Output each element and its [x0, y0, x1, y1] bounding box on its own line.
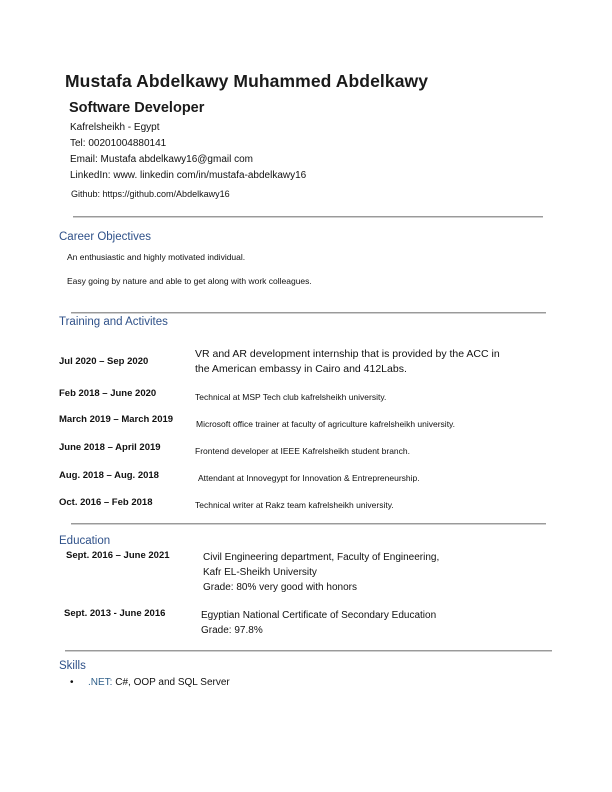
- section-heading-training: Training and Activites: [59, 316, 168, 328]
- career-line: Easy going by nature and able to get along with work colleagues.: [67, 276, 312, 286]
- training-date: June 2018 – April 2019: [59, 442, 161, 453]
- education-date: Sept. 2016 – June 2021: [66, 550, 170, 561]
- education-date: Sept. 2013 - June 2016: [64, 608, 166, 619]
- career-line: An enthusiastic and highly motivated individual.: [67, 252, 246, 262]
- divider: [71, 523, 546, 525]
- skill-text: [88, 677, 230, 688]
- phone: Tel: 00201004880141: [70, 138, 167, 149]
- location: Kafrelsheikh - Egypt: [70, 122, 160, 133]
- github-link[interactable]: Github: https://github.com/Abdelkawy16: [71, 189, 230, 199]
- linkedin-link[interactable]: LinkedIn: www. linkedin com/in/mustafa-abdelkawy16: [70, 170, 307, 181]
- education-line: Civil Engineering department, Faculty of Engineering,: [203, 552, 440, 563]
- education-desc: [201, 608, 436, 638]
- divider: [71, 312, 546, 314]
- section-heading-skills: Skills: [59, 660, 86, 672]
- education-line: Egyptian National Certificate of Secondary Education: [201, 610, 437, 621]
- divider: [65, 650, 552, 652]
- education-line: Grade: 97.8%: [201, 625, 263, 636]
- training-desc: Attendant at Innovegypt for Innovation & Entrepreneurship.: [198, 473, 420, 483]
- section-heading-career: Career Objectives: [59, 231, 152, 243]
- training-desc: Technical writer at Rakz team kafrelsheikh university.: [195, 500, 394, 510]
- candidate-name: Mustafa Abdelkawy Muhammed Abdelkawy: [65, 71, 429, 91]
- section-heading-education: Education: [59, 535, 111, 547]
- training-date: Feb 2018 – June 2020: [59, 388, 157, 399]
- training-date: March 2019 – March 2019: [59, 414, 174, 425]
- training-desc: [195, 347, 535, 377]
- training-date: Aug. 2018 – Aug. 2018: [59, 470, 159, 481]
- education-line: Grade: 80% very good with honors: [203, 582, 357, 593]
- training-date: Jul 2020 – Sep 2020: [59, 356, 149, 367]
- training-desc-line: VR and AR development internship that is provided by the ACC in: [195, 348, 500, 360]
- skill-value: C#, OOP and SQL Server: [112, 677, 230, 688]
- training-desc: Technical at MSP Tech club kafrelsheikh university.: [195, 392, 387, 402]
- email[interactable]: Email: Mustafa abdelkawy16@gmail com: [70, 154, 254, 165]
- training-desc: Microsoft office trainer at faculty of agriculture kafrelsheikh university.: [196, 419, 456, 429]
- education-desc: [203, 550, 439, 595]
- training-date: Oct. 2016 – Feb 2018: [59, 497, 153, 508]
- skill-category: .NET:: [88, 677, 113, 688]
- job-title: Software Developer: [69, 100, 205, 116]
- bullet-icon: •: [70, 677, 74, 688]
- divider: [73, 216, 543, 218]
- education-line: Kafr EL-Sheikh University: [203, 567, 317, 578]
- training-desc: Frontend developer at IEEE Kafrelsheikh student branch.: [195, 446, 410, 456]
- training-desc-line: the American embassy in Cairo and 412Labs.: [195, 363, 407, 375]
